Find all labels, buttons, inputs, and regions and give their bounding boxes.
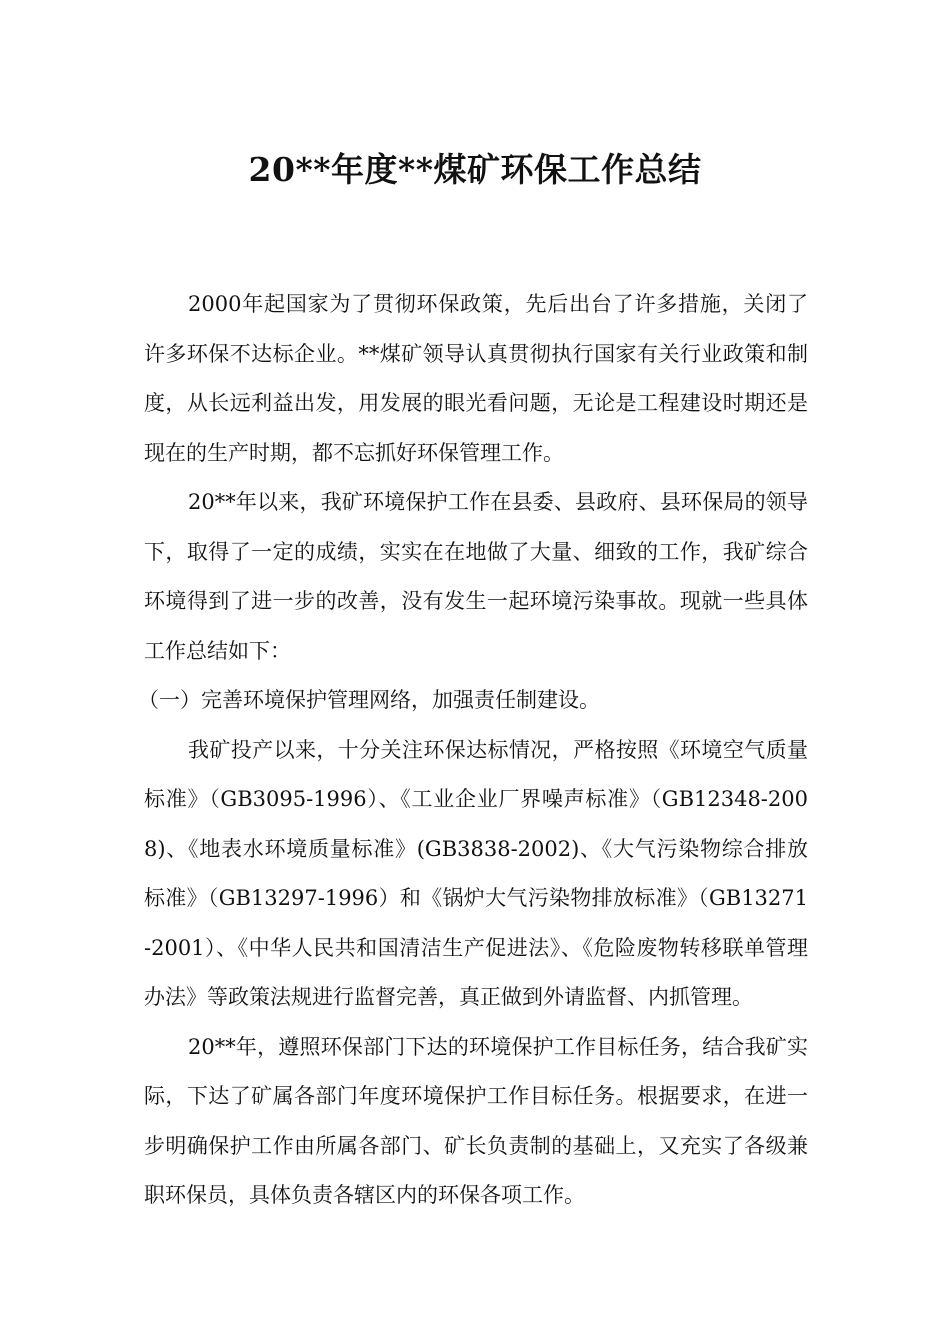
section-heading-1: （一）完善环境保护管理网络，加强责任制建设。: [138, 688, 600, 712]
paragraph-standards: 我矿投产以来，十分关注环保达标情况，严格按照《环境空气质量标准》（GB3095-1996）、《工业企业厂界噪声标准》（GB12348-2008)、《地表水环境质量标准》(GB3838-2002)、《大气污染物综合排放标准》（GB13297-1996）和《锅炉大气污染物排放标准》（GB13271-2001）、《中华人民共和国清洁生产促进法》、《危险废物转移联单管理办法》等政策法规进行监督完善，真正做到外请监督、内抓管理。: [144, 737, 808, 1009]
document-body: [138, 280, 808, 1221]
paragraph-overview: 20**年以来，我矿环境保护工作在县委、县政府、县环保局的领导下，取得了一定的成绩，实实在在地做了大量、细致的工作，我矿综合环境得到了进一步的改善，没有发生一起环境污染事故。现就一些具体工作总结如下：: [144, 490, 808, 663]
paragraph-intro: 2000年起国家为了贯彻环保政策，先后出台了许多措施，关闭了许多环保不达标企业。**煤矿领导认真贯彻执行国家有关行业政策和制度，从长远利益出发，用发展的眼光看问题，无论是工程建设时期还是现在的生产时期，都不忘抓好环保管理工作。: [144, 292, 808, 465]
document-title: 20**年度**煤矿环保工作总结: [248, 150, 702, 189]
paragraph-targets: 20**年，遵照环保部门下达的环境保护工作目标任务，结合我矿实际，下达了矿属各部门年度环境保护工作目标任务。根据要求，在进一步明确保护工作由所属各部门、矿长负责制的基础上，又充实了各级兼职环保员，具体负责各辖区内的环保各项工作。: [144, 1034, 808, 1207]
